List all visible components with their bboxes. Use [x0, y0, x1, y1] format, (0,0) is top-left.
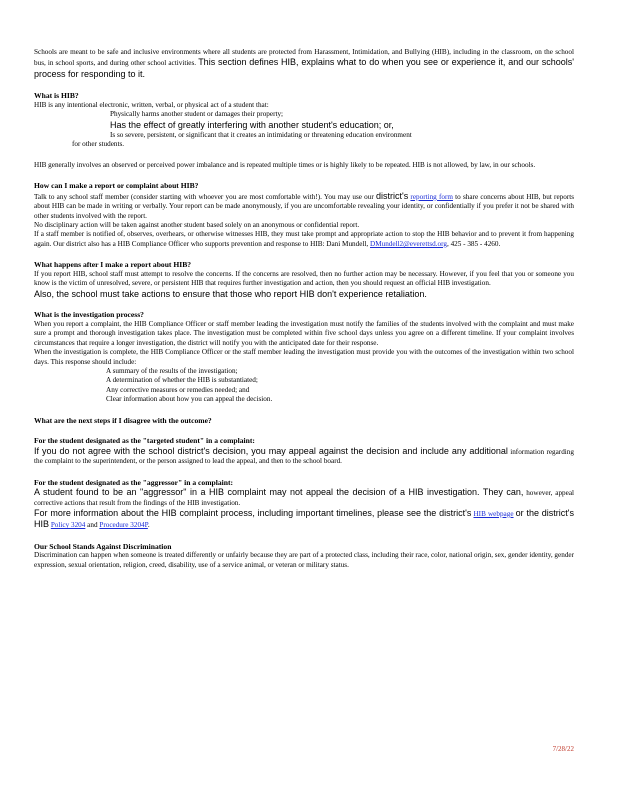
investigation-paragraph: When you report a complaint, the HIB Compliance Officer or staff member leading the investigation must notify the families of the students involved with the complaint and must make sure a prompt and thorough investigation takes place. The investigation must be completed within five school days unless you agree on a different timeline. If your complaint involves circumstances that require a longer investigation, the district will notify you with the anticipated date for their response.: [34, 319, 574, 347]
compliance-email-link[interactable]: DMundell2@everettsd.org: [370, 239, 447, 248]
list-continuation: for other students.: [72, 140, 125, 149]
discrimination-paragraph: Discrimination can happen when someone is treated differently or unfairly because they are part of a protected class, including their race, color, national origin, sex, gender identity, gender expression, sexual orientation, religion, creed, disability, use of a service animal, or veteran or military status.: [34, 551, 574, 569]
heading-aggressor: For the student designated as the "aggressor" in a complaint:: [34, 477, 234, 487]
list-item: Any corrective measures or remedies needed; and: [106, 385, 250, 394]
document-page: [34, 48, 574, 570]
what-is-lead: HIB is any intentional electronic, written, verbal, or physical act of a student that:: [34, 100, 269, 109]
hib-definition-list: [34, 110, 574, 140]
aggressor-paragraph: A student found to be an "aggressor" in a HIB complaint may not appeal the decision of a HIB investigation. They can, however, appeal corrective actions that result from the findings of the HIB investigation.: [34, 487, 575, 507]
list-item: Clear information about how you can appeal the decision.: [106, 395, 273, 404]
retaliation-paragraph: Also, the school must take actions to ensure that those who report HIB don't experience retaliation.: [34, 288, 427, 299]
after-paragraph: If you report HIB, school staff must attempt to resolve the concerns. If the concerns are resolved, then no further action may be necessary. However, if you feel that you or someone you know is the victim of unresolved, severe, or persistent HIB that requires further investigation and action, then you should request an official HIB investigation.: [34, 269, 574, 288]
list-item: Physically harms another student or damages their property;: [110, 110, 284, 119]
list-item: A determination of whether the HIB is substantiated;: [106, 376, 258, 385]
reporting-form-link[interactable]: reporting form: [410, 192, 453, 201]
report-paragraph: Talk to any school staff member (consider starting with whoever you are most comfortable with!). You may use our district's reporting form to share concerns about HIB, but reports about HIB can be made in writing or verbally. Your report can be made anonymously, if you are uncomfortable revealing your identity, or confidentially if you prefer it not be shared with other students involved with the report.: [34, 190, 575, 220]
intro-paragraph: Schools are meant to be safe and inclusive environments where all students are protected from Harassment, Intimidation, and Bullying (HIB), including in the classroom, on the school bus, in school sports, and during other school activities. This section defines HIB, explains what to do when you see or experience it, and our schools' process for responding to it.: [34, 48, 575, 79]
staff-action-paragraph: If a staff member is notified of, observes, overhears, or otherwise witnesses HIB, they must take prompt and appropriate action to stop the HIB behavior and to prevent it from happening again. Our district also has a HIB Compliance Officer who supports prevention and response to HIB: Dani Mundell, DMundell2@everettsd.org, 425 - 385 - 4260.: [34, 230, 574, 248]
heading-what-is-hib: What is HIB?: [34, 91, 79, 101]
heading-discrimination: Our School Stands Against Discrimination: [34, 541, 172, 551]
heading-how-to-report: How can I make a report or complaint about HIB?: [34, 181, 199, 191]
document-date: 7/28/22: [552, 745, 574, 753]
procedure-3204p-link[interactable]: Procedure 3204P: [99, 521, 148, 530]
heading-next-steps: What are the next steps if I disagree with the outcome?: [34, 415, 212, 425]
no-discipline-paragraph: No disciplinary action will be taken against another student based solely on an anonymous or confidential report.: [34, 221, 360, 230]
heading-targeted-student: For the student designated as the "targeted student" in a complaint:: [34, 436, 255, 446]
list-item: A summary of the results of the investigation;: [106, 366, 238, 375]
list-item: Has the effect of greatly interfering with another student's education; or,: [110, 119, 394, 130]
policy-3204-link[interactable]: Policy 3204: [50, 521, 86, 530]
power-imbalance-paragraph: HIB generally involves an observed or perceived power imbalance and is repeated multiple times or is highly likely to be repeated. HIB is not allowed, by law, in our schools.: [34, 160, 536, 169]
hib-webpage-link[interactable]: HIB webpage: [473, 509, 514, 518]
list-item: Is so severe, persistent, or significant that it creates an intimidating or threatening education environment: [110, 131, 412, 140]
intro-emphasis: This section defines HIB, explains what to do when you see or experience it, and our schools' process for responding to it.: [34, 57, 575, 79]
heading-after-report: What happens after I make a report about HIB?: [34, 260, 192, 270]
targeted-paragraph: If you do not agree with the school district's decision, you may appeal against the decision and include any additional information regarding the complaint to the superintendent, or the person assigned to lead the appeal, and then to the school board.: [34, 445, 574, 466]
heading-investigation: What is the investigation process?: [34, 310, 144, 320]
outcome-paragraph: When the investigation is complete, the HIB Compliance Officer or the staff member leading the investigation must provide you with the outcomes of the investigation within two school days. This response should include:: [34, 348, 574, 366]
more-info-paragraph: For more information about the HIB complaint process, including important timelines, please see the district's HIB webpage or the district's HIB Policy 3204 and Procedure 3204P.: [34, 507, 575, 530]
response-contents-list: [34, 367, 574, 405]
